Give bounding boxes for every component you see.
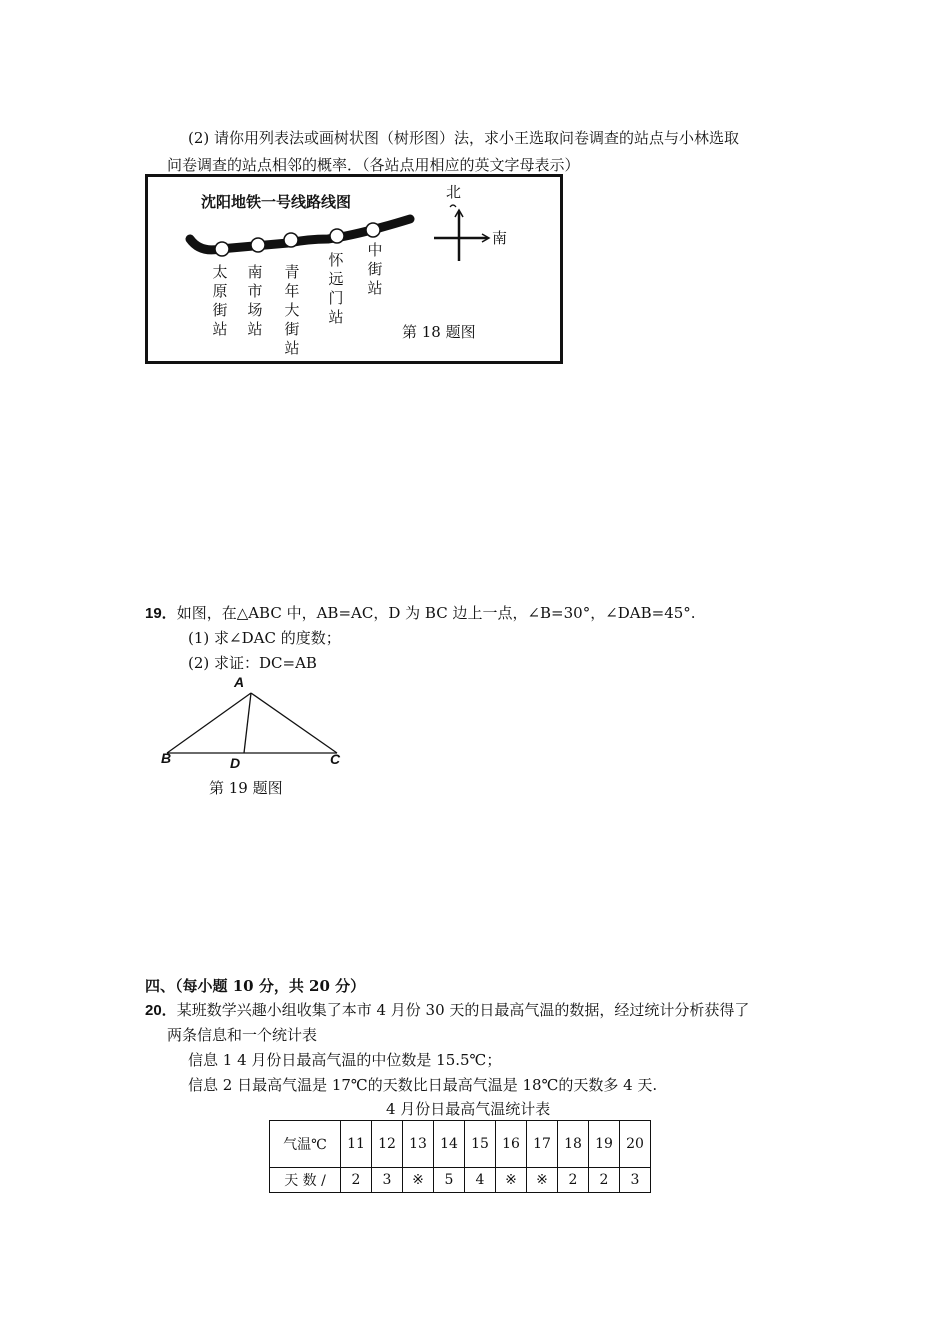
q18-part2-line1: (2) 请你用列表法或画树状图（树形图）法，求小王选取问卷调查的站点与小林选取 [188,129,740,147]
station-marker-taiyuan [215,242,229,256]
temp-cell: 19 [589,1121,620,1168]
q18-figure-caption: 第 18 题图 [402,323,476,341]
q19-stem [145,602,696,623]
temp-cell: 11 [341,1121,372,1168]
q19-figure-caption: 第 19 题图 [209,779,283,797]
q20-number: 20． [145,1002,177,1019]
side-AB [167,693,251,753]
station-label-qingnian: 青年大街站 [284,263,300,357]
station-label-nanshichang: 南市场站 [247,263,263,338]
days-cell: 2 [341,1168,372,1193]
q19-part2: (2) 求证：DC=AB [188,654,317,672]
temp-cell: 15 [465,1121,496,1168]
subway-map-figure [145,174,563,364]
temp-cell: 18 [558,1121,589,1168]
days-cell: 3 [620,1168,651,1193]
station-label-taiyuan: 太原街站 [212,263,228,338]
temperature-table [269,1120,651,1193]
subway-line-graphic [148,177,560,361]
side-AC [251,693,337,753]
temp-cell: 13 [403,1121,434,1168]
station-marker-huaiyuanmen [330,229,344,243]
q19-part1: (1) 求∠DAC 的度数； [188,629,341,647]
section4-heading: 四、（每小题 10 分，共 20 分） [145,977,366,995]
days-cell: 4 [465,1168,496,1193]
days-cell: ※ [403,1168,434,1193]
vertex-label-B: B [161,750,172,766]
days-cell: 2 [558,1168,589,1193]
temp-cell: 20 [620,1121,651,1168]
temp-cell: 16 [496,1121,527,1168]
days-cell: ※ [496,1168,527,1193]
table-header-temperature: 气温℃ [270,1121,341,1168]
q18-part2-line2: 问卷调查的站点相邻的概率．（各站点用相应的英文字母表示） [167,156,580,174]
days-cell: ※ [527,1168,558,1193]
station-label-huaiyuanmen: 怀远门站 [328,251,344,326]
vertex-label-C: C [330,751,341,767]
segment-AD [244,693,251,753]
compass-south-label: 南 [492,229,508,247]
table-header-days: 天 数 / [270,1168,341,1193]
triangle-figure [150,685,350,775]
days-cell: 5 [434,1168,465,1193]
station-marker-zhongjie [366,223,380,237]
q20-stem-text: 某班数学兴趣小组收集了本市 4 月份 30 天的日最高气温的数据，经过统计分析获得了 [176,1001,750,1019]
vertex-label-A: A [234,674,245,690]
days-cell: 3 [372,1168,403,1193]
q19-number: 19． [145,605,177,622]
q20-stem-line2: 两条信息和一个统计表 [167,1026,318,1044]
compass-north-label: 北 [446,183,462,201]
temp-cell: 12 [372,1121,403,1168]
compass-north-tick [450,205,456,207]
q20-table-title: 4 月份日最高气温统计表 [386,1100,551,1118]
q19-stem-text: 如图，在△ABC 中，AB=AC，D 为 BC 边上一点，∠B=30°，∠DAB=45°. [176,604,696,622]
station-marker-qingnian [284,233,298,247]
table-row-temperature [270,1121,651,1168]
days-cell: 2 [589,1168,620,1193]
temp-cell: 14 [434,1121,465,1168]
station-marker-nanshichang [251,238,265,252]
map-title: 沈阳地铁一号线路线图 [201,194,352,211]
q20-info2: 信息 2 日最高气温是 17℃的天数比日最高气温是 18℃的天数多 4 天. [188,1076,658,1094]
vertex-label-D: D [230,755,241,771]
table-row-days [270,1168,651,1193]
temp-cell: 17 [527,1121,558,1168]
q20-info1: 信息 1 4 月份日最高气温的中位数是 15.5℃； [188,1051,502,1069]
q20-stem-line1 [145,999,749,1020]
station-label-zhongjie: 中街站 [367,241,383,297]
